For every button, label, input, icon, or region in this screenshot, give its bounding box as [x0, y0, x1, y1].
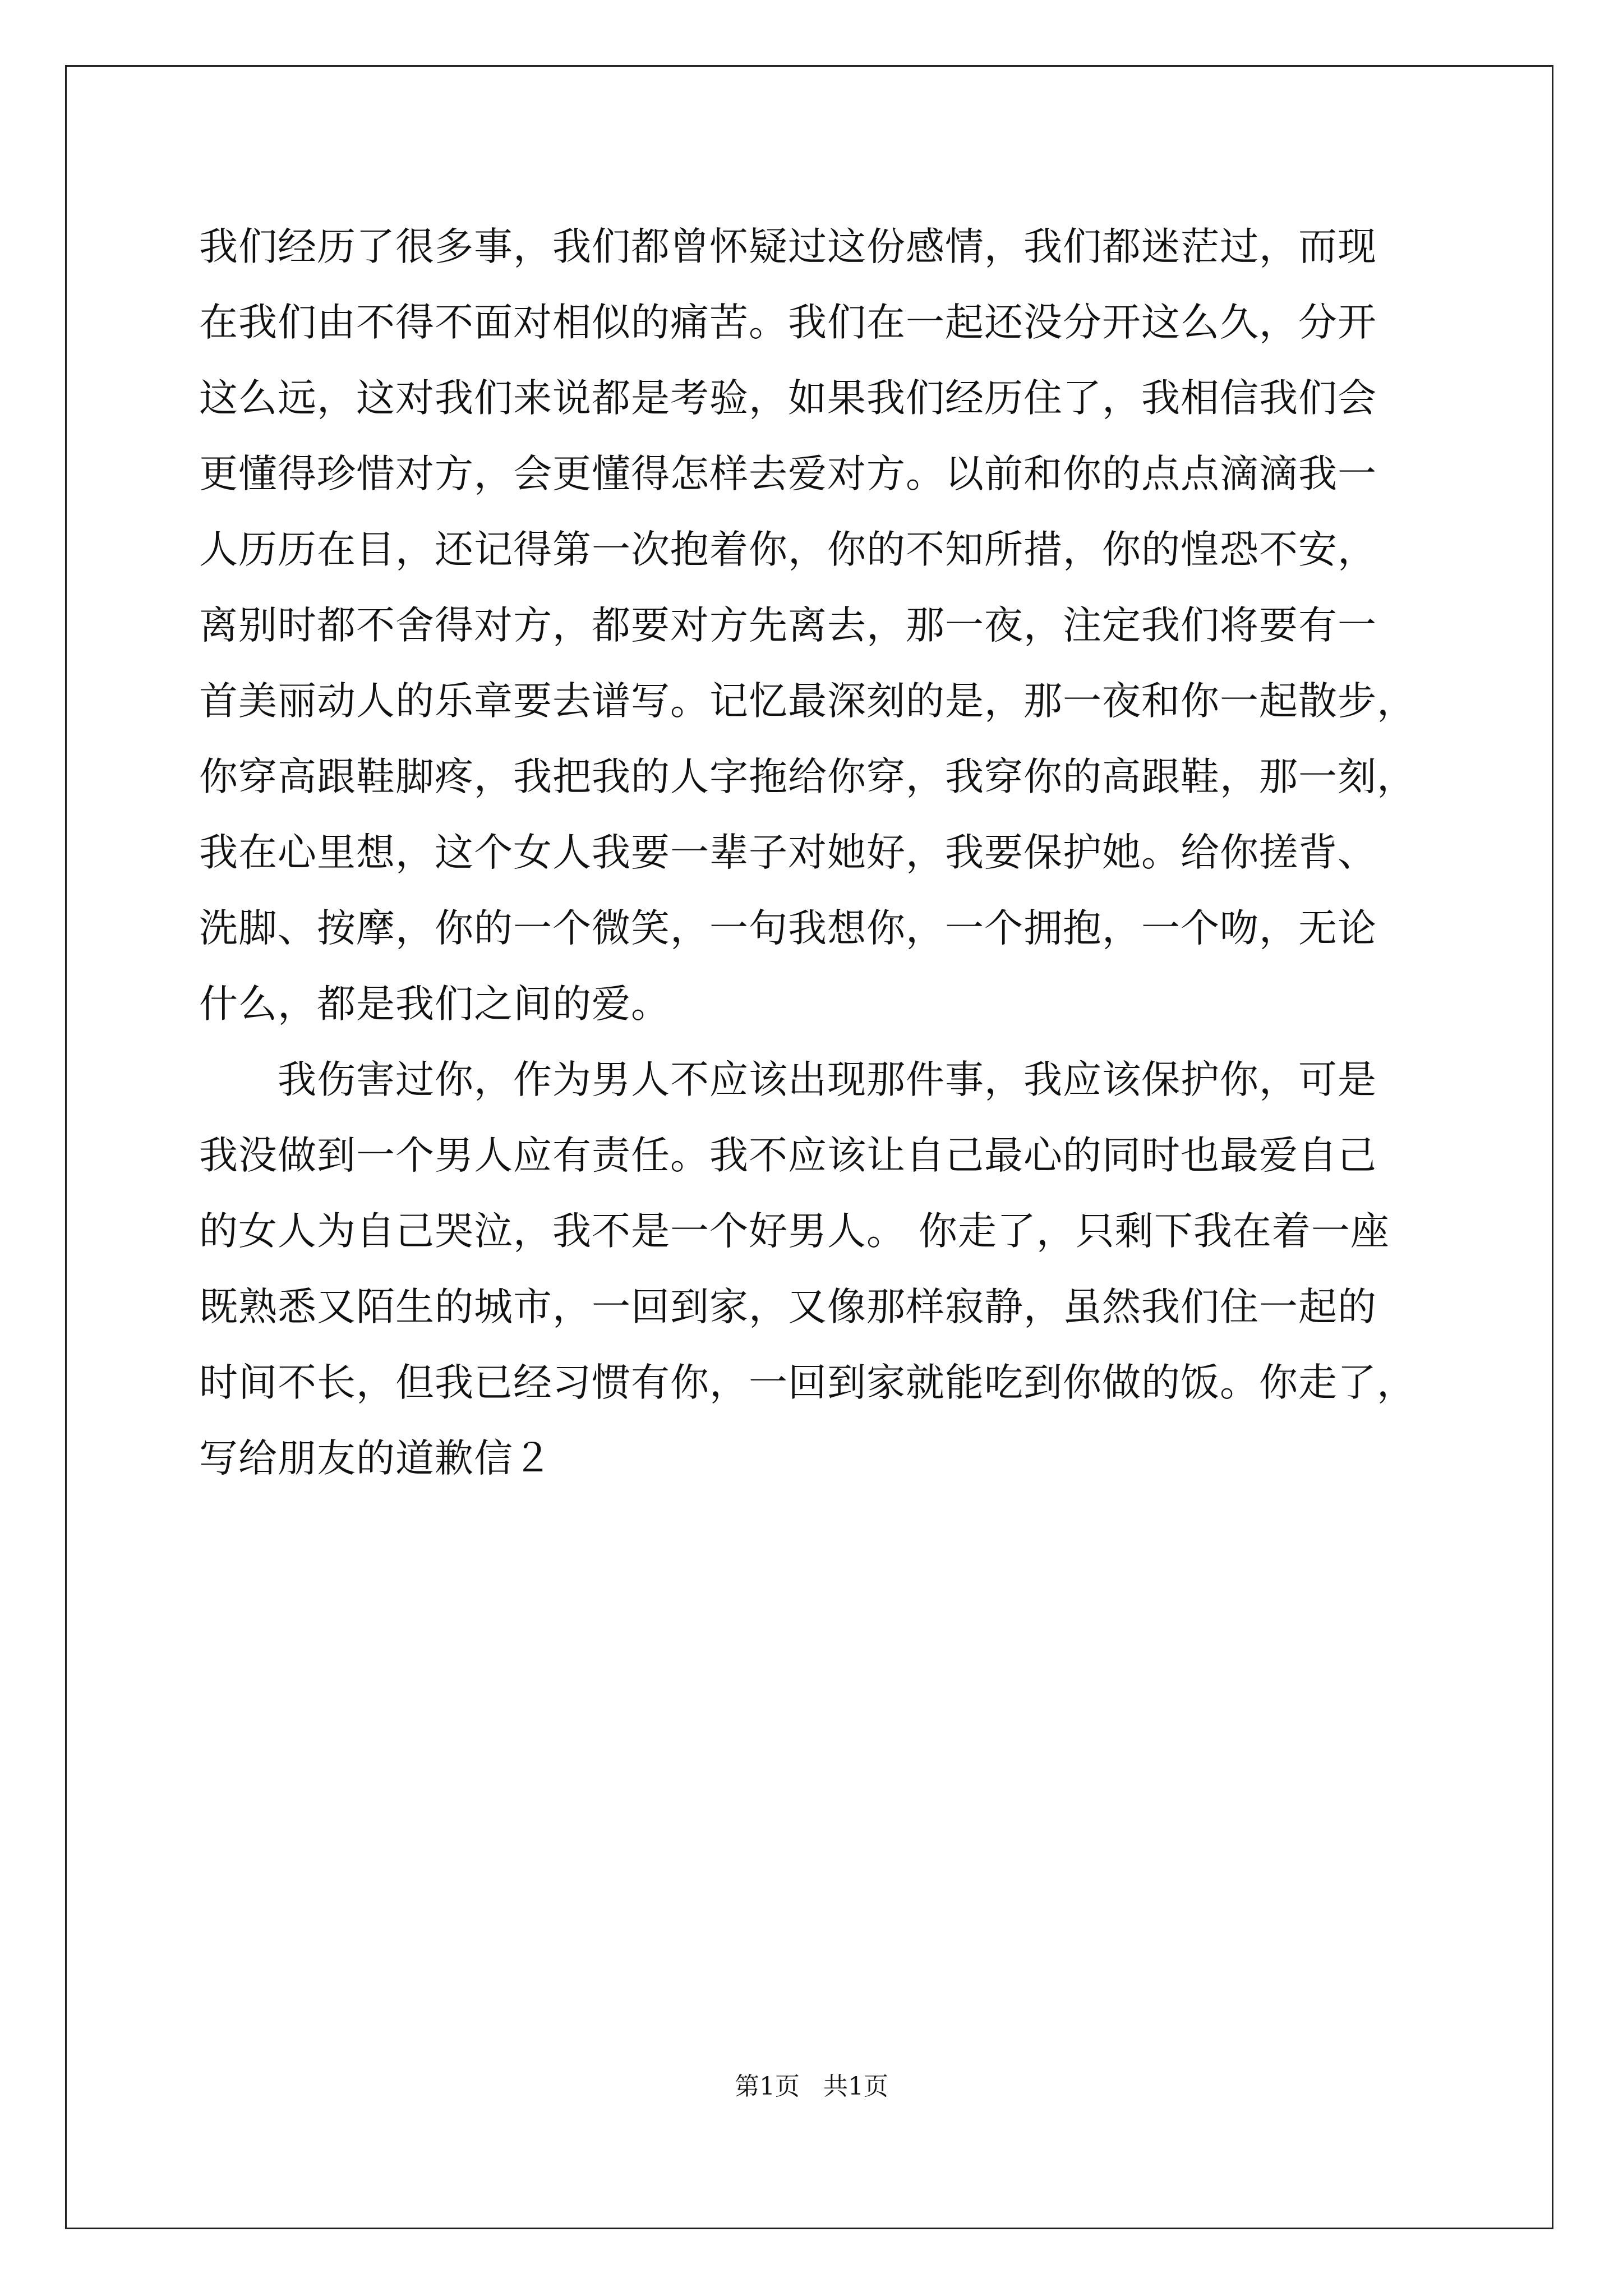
text-line: 既熟悉又陌生的城市，一回到家，又像那样寂静，虽然我们住一起的: [199, 1285, 1377, 1329]
page-footer: 第1页 共1页: [735, 2072, 888, 2101]
text-line: 你穿高跟鞋脚疼，我把我的人字拖给你穿，我穿你的高跟鞋，那一刻，: [199, 754, 1416, 799]
text-line: 我没做到一个男人应有责任。我不应该让自己最心的同时也最爱自己: [199, 1133, 1377, 1178]
text-line: 我在心里想，这个女人我要一辈子对她好，我要保护她。给你搓背、: [199, 830, 1377, 875]
text-line: 我们经历了很多事，我们都曾怀疑过这份感情，我们都迷茫过，而现: [199, 224, 1377, 269]
text-line: 时间不长，但我已经习惯有你，一回到家就能吃到你做的饭。你走了，: [199, 1360, 1416, 1405]
text-line: 这么远，这对我们来说都是考验，如果我们经历住了，我相信我们会: [199, 376, 1377, 421]
text-line: 更懂得珍惜对方，会更懂得怎样去爱对方。以前和你的点点滴滴我一: [199, 452, 1377, 496]
text-line: 首美丽动人的乐章要去谱写。记忆最深刻的是，那一夜和你一起散步，: [199, 679, 1416, 724]
text-line: 离别时都不舍得对方，都要对方先离去，那一夜，注定我们将要有一: [199, 603, 1377, 648]
text-line: 什么，都是我们之间的爱。: [199, 982, 670, 1027]
text-line: 人历历在目，还记得第一次抱着你，你的不知所措，你的惶恐不安，: [199, 527, 1377, 572]
text-line: 在我们由不得不面对相似的痛苦。我们在一起还没分开这么久，分开: [199, 300, 1377, 345]
paragraph-indent-line: 我伤害过你，作为男人不应该出现那件事，我应该保护你，可是: [278, 1057, 1377, 1102]
text-line: 的女人为自己哭泣，我不是一个好男人。 你走了，只剩下我在着一座: [199, 1209, 1390, 1254]
document-title-line: 写给朋友的道歉信２: [199, 1436, 552, 1481]
text-line: 洗脚、按摩，你的一个微笑，一句我想你，一个拥抱，一个吻，无论: [199, 906, 1377, 951]
